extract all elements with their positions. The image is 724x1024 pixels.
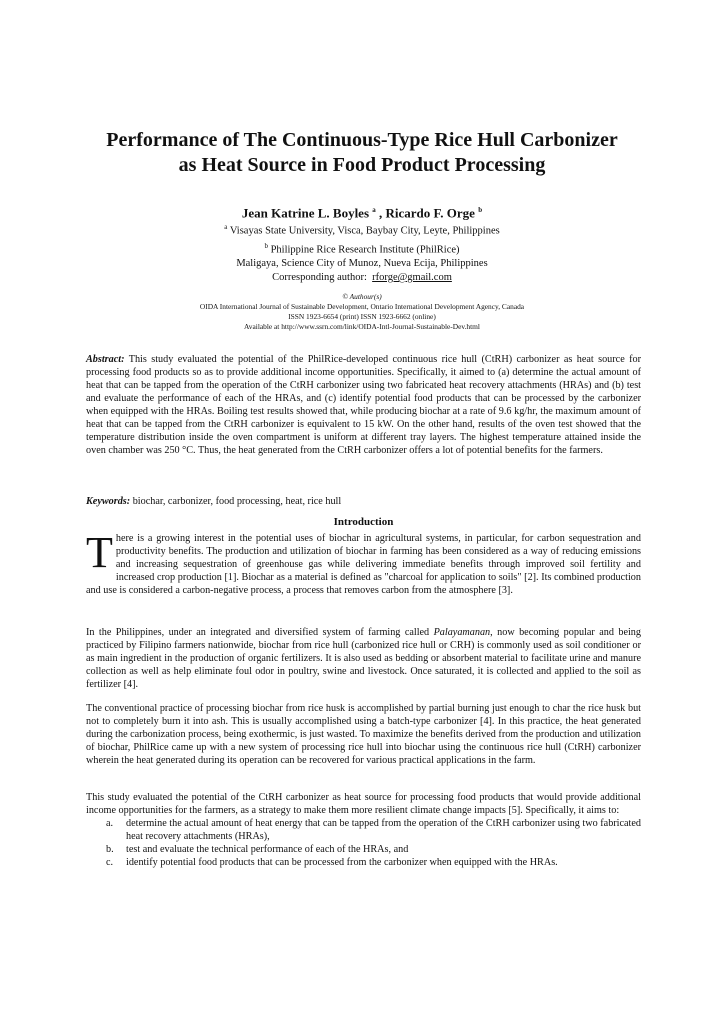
drop-cap: T: [86, 528, 113, 577]
affil-a-mark: a: [224, 223, 228, 231]
list-item-text: identify potential food products that can be processed from the carbonizer when equipped with the HRAs.: [126, 857, 558, 868]
abstract: [86, 353, 641, 457]
title-line-2: as Heat Source in Food Product Processing: [178, 154, 546, 176]
author-2: Ricardo F. Orge: [385, 205, 475, 221]
affiliations: [100, 220, 624, 285]
affiliation-a: [100, 220, 624, 239]
list-marker: b.: [106, 844, 114, 855]
affiliation-b: [100, 239, 624, 258]
list-item-text: determine the actual amount of heat energy that can be tapped from the operation of the CtRH carbonizer using two fabricated heat recovery attachments (HRAs),: [126, 818, 641, 842]
list-item: [86, 856, 641, 869]
intro-paragraph-1: [86, 528, 641, 597]
availability-line[interactable]: Available at http://www.ssrn.com/link/OIDA-Intl-Journal-Sustainable-Dev.html: [244, 322, 480, 331]
list-marker: c.: [106, 857, 114, 868]
affil-b-text: Philippine Rice Research Institute (PhilRice): [270, 244, 460, 255]
intro-paragraph-4-text: This study evaluated the potential of the CtRH carbonizer as heat source for processing food products that would provide additional income opportunities for the farmers, as a strategy to make them more resilient climate change impacts [5]. Specifically, it aims to:: [86, 792, 641, 816]
intro-paragraph-4: [86, 791, 641, 869]
intro-paragraph-3: [86, 702, 641, 767]
affiliation-b-address: Maligaya, Science City of Munoz, Nueva Ecija, Philippines: [236, 258, 488, 269]
intro-paragraph-2-text-a: In the Philippines, under an integrated and diversified system of farming called: [86, 627, 434, 638]
author-separator: ,: [375, 205, 386, 221]
keywords-text: biochar, carbonizer, food processing, heat, rice hull: [130, 496, 342, 507]
keywords: [86, 495, 641, 508]
keywords-label: Keywords:: [86, 496, 131, 507]
author-line: [100, 202, 624, 221]
list-marker: a.: [106, 818, 114, 829]
corresponding-author: [100, 271, 624, 285]
section-heading-introduction: Introduction: [333, 516, 394, 528]
abstract-label: Abstract:: [86, 354, 125, 365]
title-line-1: Performance of The Continuous-Type Rice Hull Carbonizer: [106, 129, 618, 151]
list-item-text: test and evaluate the technical performance of each of the HRAs, and: [126, 844, 409, 855]
intro-paragraph-2: [86, 626, 641, 691]
issn-line: ISSN 1923-6654 (print) ISSN 1923-6662 (online): [288, 312, 436, 321]
intro-paragraph-2-text-b: , now becoming popular and being practiced by Filipino farmers nationwide, biochar from rice hull (carbonized rice hull or CRH) is commonly used as soil conditioner or as main ingredient in the production of organic fertilizers. It is also used as bedding or absorbent material to facilitate urine and manure collection as well as help eliminate foul odor in poultry, swine and livestock. Once saturated, it is collected and applied to the soil as fertilizer [4].: [86, 627, 641, 690]
intro-paragraph-3-text: The conventional practice of processing biochar from rice husk is accomplished by partial burning just enough to char the rice husk but not to completely burn it into ash. This is usually accomplished using a batch-type carbonizer [4]. In this practice, the heat generated during the carbonization process, being exothermic, is just wasted. To maximize the benefits derived from the production and utilization of biochar, PhilRice came up with a new system of processing rice hull into biochar using the continuous rice hull (CtRH) carbonizer wherein the heat generated during its operation can be recovered for various practical applications in the farm.: [86, 703, 642, 766]
abstract-text: This study evaluated the potential of the PhilRice-developed continuous rice hull (CtRH) carbonizer as heat source for processing food products so as to provide additional income opportunities. Specifically, it aimed to (a) determine the actual amount of heat that can be tapped from the operation of the CtRH carbonizer using two fabricated heat recovery attachments (HRAs) and (b) test and evaluate the performance of each of the HRAs, and (c) identify potential food products that can be processed by the carbonizer when equipped with the HRAs. Boiling test results showed that, while producing biochar at a rate of 9.6 kg/hr, the maximum amount of heat that can be tapped from the CtRH carbonizer is equivalent to 15 kW. On the other hand, results of the oven test showed that the temperature distribution inside the oven compartment is uniform at different tray layers. The highest temperature attained inside the oven chamber was 250 °C. Thus, the heat generated from the CtRH carbonizer offers a lot of potential benefits for the farmers.: [86, 354, 641, 456]
list-item: [86, 843, 641, 856]
corresponding-label: Corresponding author:: [272, 272, 367, 283]
author-1-affil-mark: a: [372, 206, 376, 214]
author-2-affil-mark: b: [478, 206, 483, 214]
list-item: [86, 817, 641, 843]
aims-list: [86, 817, 641, 869]
publication-info: [60, 292, 664, 332]
affil-a-text: Visayas State University, Visca, Baybay City, Leyte, Philippines: [229, 225, 500, 237]
copyright-line: © Authour(s): [342, 292, 382, 301]
corresponding-email-link[interactable]: rforge@gmail.com: [372, 272, 452, 283]
intro-paragraph-1-text: here is a growing interest in the potential uses of biochar in agricultural systems, in particular, for carbon sequestration and productivity benefits. The production and utilization of biochar in farming has been considered as a way of reducing emissions and increasing sequestration of greenhouse gas while delivering immediate benefits through improved soil fertility and increased crop production [1]. Biochar as a material is defined as "charcoal for application to soils" [2]. Its combined production and use is considered a carbon-negative process, a process that removes carbon from the atmosphere [3].: [86, 533, 641, 596]
palayamanan-term: Palayamanan: [433, 627, 491, 638]
affil-b-mark: b: [264, 241, 268, 250]
journal-line: OIDA International Journal of Sustainable Development, Ontario International Development Agency, Canada: [199, 302, 525, 311]
paper-title: [40, 128, 684, 178]
author-1: Jean Katrine L. Boyles: [241, 205, 370, 221]
